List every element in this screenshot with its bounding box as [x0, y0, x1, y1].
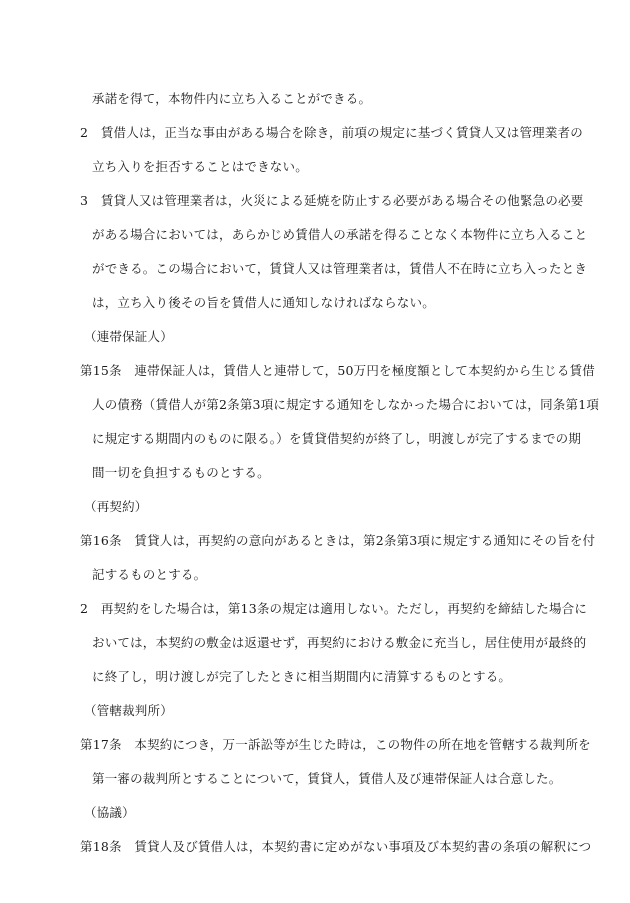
text-line: に規定する期間内のものに限る。）を賃貸借契約が終了し，明渡しが完了するまでの期 [92, 431, 582, 446]
article-line: 第16条 賃貸人は，再契約の意向があるときは，第2条第3項に規定する通知にその旨を付 [80, 533, 596, 548]
section-heading: （再契約） [84, 499, 148, 514]
text-line: 2 賃借人は，正当な事由がある場合を除き，前項の規定に基づく賃貸人又は管理業者の [80, 125, 583, 140]
text-line: 2 再契約をした場合は，第13条の規定は適用しない。ただし，再契約を締結した場合に [80, 601, 588, 616]
text-line: おいては，本契約の敷金は返還せず，再契約における敷金に充当し，居住使用が最終的 [92, 635, 587, 650]
text-line: は，立ち入り後その旨を賃借人に通知しなければならない。 [92, 295, 435, 310]
text-line: ができる。この場合において，賃貸人又は管理業者は，賃借人不在時に立ち入ったとき [92, 261, 588, 276]
article-line: 第17条 本契約につき，万一訴訟等が生じた時は，この物件の所在地を管轄する裁判所を [80, 737, 591, 752]
text-line: に終了し，明け渡しが完了したときに相当期間内に清算するものとする。 [92, 669, 512, 684]
article-line: 第18条 賃貸人及び賃借人は，本契約書に定めがない事項及び本契約書の条項の解釈につ [80, 839, 592, 854]
section-heading: （管轄裁判所） [84, 703, 173, 718]
section-heading: （協議） [84, 805, 135, 820]
text-line: 承諾を得て，本物件内に立ち入ることができる。 [92, 91, 372, 106]
text-line: 第一審の裁判所とすることについて，賃貸人，賃借人及び連帯保証人は合意した。 [92, 771, 562, 786]
text-line: 人の債務（賃借人が第2条第3項に規定する通知をしなかった場合においては，同条第1項 [92, 397, 600, 412]
text-line: がある場合においては，あらかじめ賃借人の承諾を得ることなく本物件に立ち入ること [92, 227, 588, 242]
section-heading: （連帯保証人） [84, 329, 173, 344]
article-line: 第15条 連帯保証人は，賃借人と連帯して，50万円を極度額として本契約から生じる賃借 [80, 363, 595, 378]
text-line: 立ち入りを拒否することはできない。 [92, 159, 308, 174]
text-line: 間一切を負担するものとする。 [92, 465, 270, 480]
text-line: 記するものとする。 [92, 567, 207, 582]
text-line: 3 賃貸人又は管理業者は，火災による延焼を防止する必要がある場合その他緊急の必要 [80, 193, 584, 208]
